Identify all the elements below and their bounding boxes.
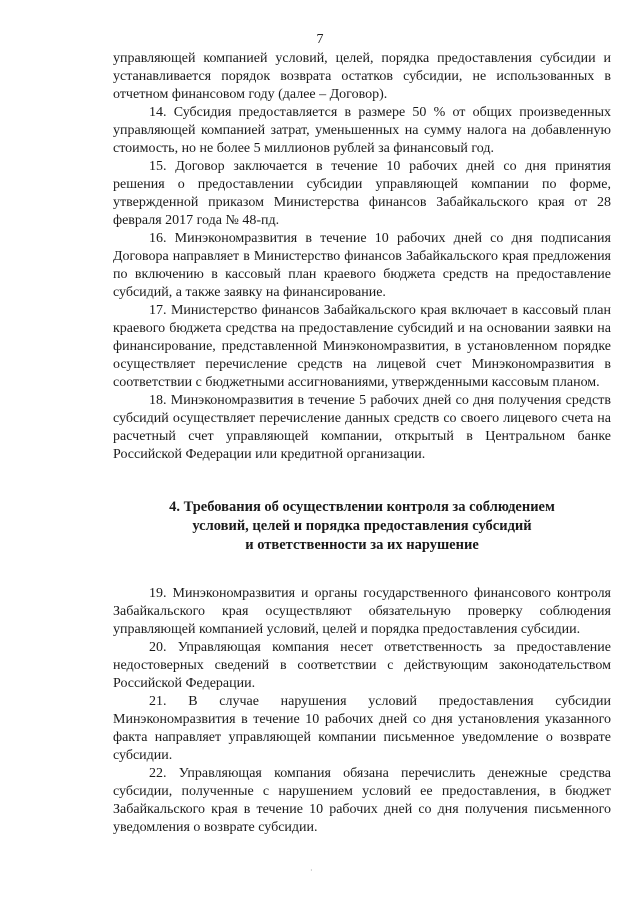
paragraph-16: 16. Минэкономразвития в течение 10 рабочих дней со дня подписания Договора направляет в Министерство финансов Забайкальского края предложения по включению в кассовый план краевого бюджета средств на предоставление субсидий, а также заявку на финансирование. [113, 231, 611, 300]
paragraph-14: 14. Субсидия предоставляется в размере 50 % от общих произведенных управляющей компанией затрат, уменьшенных на сумму налога на добавленную стоимость, но не более 5 миллионов рублей за финансовый год. [113, 105, 611, 156]
document-body [113, 50, 611, 837]
paragraph-15: 15. Договор заключается в течение 10 рабочих дней со дня принятия решения о предоставлении субсидии управляющей компании по форме, утвержденной приказом Министерства финансов Забайкальского края от 28 февраля 2017 года № 48-пд. [113, 159, 611, 228]
paragraph-22: 22. Управляющая компания обязана перечислить денежные средства субсидии, полученные с нарушением условий ее предоставления, в бюджет Забайкальского края в течение 10 рабочих дней со дня получения письменного уведомления о возврате субсидии. [113, 766, 611, 835]
paragraph-continuation: управляющей компанией условий, целей, порядка предоставления субсидии и устанавливается порядок возврата остатков субсидии, не использованных в отчетном финансовом году (далее – Договор). [113, 51, 611, 102]
paragraph-20: 20. Управляющая компания несет ответственность за предоставление недостоверных сведений в соответствии с действующим законодательством Российской Федерации. [113, 640, 611, 691]
paragraph-19: 19. Минэкономразвития и органы государственного финансового контроля Забайкальского края осуществляют обязательную проверку соблюдения управляющей компанией условий, целей и порядка предоставления субсидии. [113, 586, 611, 637]
paragraph-21: 21. В случае нарушения условий предоставления субсидии Минэкономразвития в течение 10 рабочих дней со дня установления указанного факта направляет управляющей компании письменное уведомление о возврате субсидии. [113, 694, 611, 763]
section-heading-line-1: 4. Требования об осуществлении контроля за соблюдением [169, 499, 555, 515]
paragraph-17: 17. Министерство финансов Забайкальского края включает в кассовый план краевого бюджета средства на предоставление субсидий и на основании заявки на финансирование, представленной Минэкономразвития, в установленном порядке осуществляет перечисление средств на лицевой счет Минэкономразвития в соответствии с бюджетными ассигнованиями, утвержденными кассовым планом. [113, 303, 611, 390]
section-heading-line-3: и ответственности за их нарушение [245, 537, 479, 553]
page-number: 7 [316, 32, 324, 47]
section-heading-line-2: условий, целей и порядка предоставления субсидий [192, 518, 532, 534]
section-heading [113, 498, 611, 555]
paragraph-18: 18. Минэкономразвития в течение 5 рабочих дней со дня получения средств субсидий осуществляет перечисление данных средств со своего лицевого счета на расчетный счет управляющей компании, открытый в Центральном банке Российской Федерации или кредитной организации. [113, 393, 611, 462]
scan-dot: · [310, 866, 313, 875]
